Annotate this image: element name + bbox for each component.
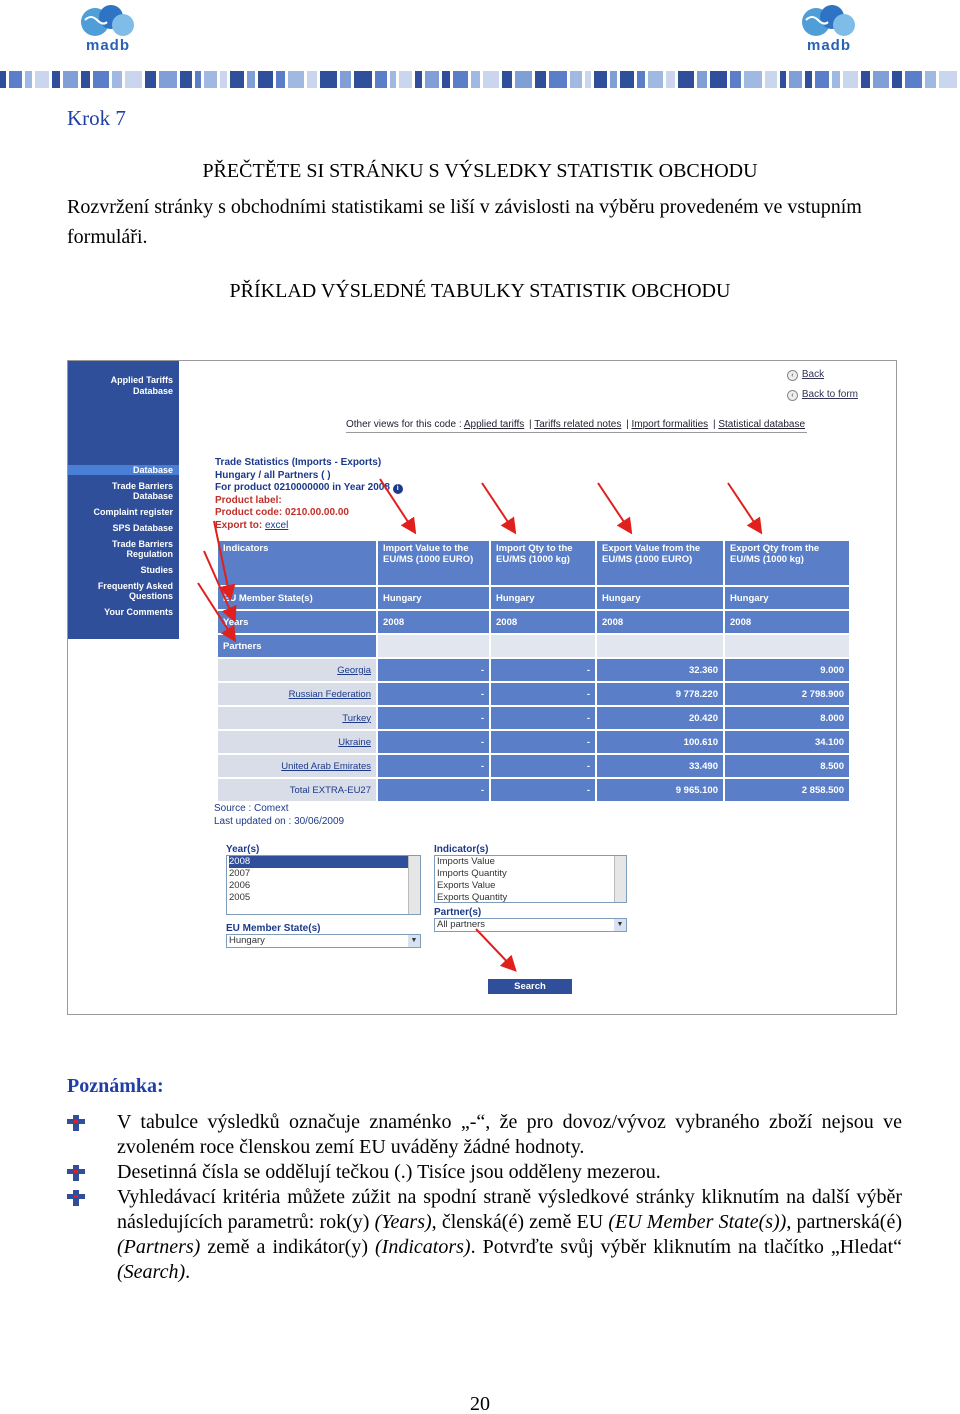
- list-item: Vyhledávací kritéria můžete zúžit na spodní straně výsledkové stránky kliknutím na další výběr následujících parametrů: rok(y) (Years), členská(é) země EU (EU Member State(s)), partnerská(é) (Partners) země a indikátor(y) (Indicators). Potvrďte svůj výběr kliknutím na tlačítko „Hledat“ (Search).: [67, 1185, 902, 1285]
- list-item[interactable]: Imports Quantity: [437, 868, 507, 879]
- arrow-export-value: [598, 483, 630, 531]
- logo-text: madb: [85, 37, 130, 54]
- arrow-import-qty: [482, 483, 514, 531]
- arrow-export-qty: [728, 483, 760, 531]
- search-button[interactable]: Search: [488, 979, 572, 994]
- scrollbar[interactable]: [614, 856, 626, 902]
- sidebar-menu: [68, 465, 179, 623]
- link-applied-tariffs[interactable]: Applied tariffs: [463, 419, 525, 430]
- other-views-bar: Other views for this code : Applied tariffs | Tariffs related notes | Import formalities | Statistical database: [346, 419, 807, 433]
- sidebar-item-database[interactable]: Database: [68, 465, 179, 475]
- note-list: [67, 1110, 902, 1285]
- table-row: Ukraine - - 100.610 34.100: [218, 731, 849, 753]
- partner-link: Georgia: [337, 664, 371, 676]
- list-item: V tabulce výsledků označuje znaménko „-“, že pro dovoz/vývoz vybraného zboží nejsou ve zvoleném roce členskou zemí EU uváděny žádné hodnoty.: [67, 1110, 902, 1160]
- partner-label: Partner(s): [434, 907, 482, 918]
- logo-text: madb: [806, 37, 851, 54]
- table-row: Turkey - - 20.420 8.000: [218, 707, 849, 729]
- sidebar: [68, 361, 179, 639]
- globe-icon: [796, 4, 862, 40]
- filter-form-right: [434, 844, 627, 932]
- trade-stats-info: Trade Statistics (Imports - Exports) Hungary / all Partners ( ) For product 0210000000 in Year 2008 i Product label: Product code: 0210.00.00.00 Export to: excel: [215, 457, 403, 533]
- chevron-down-icon[interactable]: ▼: [614, 919, 626, 931]
- link-statistical-db[interactable]: Statistical database: [718, 419, 806, 430]
- note-heading: Poznámka:: [67, 1075, 164, 1097]
- partner-link: Turkey: [342, 712, 371, 724]
- source-info: Source : Comext Last updated on : 30/06/2009: [214, 803, 345, 827]
- example-heading: PŘÍKLAD VÝSLEDNÉ TABULKY STATISTIK OBCHODU: [229, 280, 731, 302]
- sidebar-item-studies[interactable]: Studies: [140, 565, 173, 575]
- info-icon[interactable]: i: [393, 484, 403, 494]
- back-icon: ‹: [787, 370, 798, 381]
- member-state-select[interactable]: Hungary ▼: [226, 934, 421, 948]
- table-row: Total EXTRA-EU27 - - 9 965.100 2 858.500: [218, 779, 849, 801]
- scrollbar[interactable]: [408, 856, 420, 914]
- partner-link: Russian Federation: [288, 688, 371, 700]
- page-number: 20: [470, 1393, 490, 1414]
- partners-label: Partners: [218, 635, 376, 657]
- partner-link: Ukraine: [338, 736, 371, 748]
- list-item[interactable]: 2007: [229, 868, 251, 879]
- column-header: Export Qty from the EU/MS (1000 kg): [725, 541, 849, 585]
- list-item[interactable]: Imports Value: [437, 856, 495, 867]
- list-item[interactable]: 2008: [229, 856, 420, 868]
- madb-logo-left: [75, 4, 141, 54]
- total-label: Total EXTRA-EU27: [218, 779, 376, 801]
- results-page-screenshot: [67, 360, 897, 1015]
- madb-logo-right: [796, 4, 862, 54]
- bullet-icon: [67, 1165, 85, 1181]
- member-state-label: EU Member State(s): [218, 587, 376, 609]
- sidebar-item-complaint[interactable]: Complaint register: [93, 507, 173, 517]
- link-import-formalities[interactable]: Import formalities: [631, 419, 709, 430]
- link-tariff-notes[interactable]: Tariffs related notes: [534, 419, 622, 430]
- intro-paragraph: Rozvržení stránky s obchodními statistikami se liší v závislosti na výběru provedeném ve vstupním formuláři.: [67, 196, 862, 248]
- results-table: Indicators Import Value to the EU/MS (1000 EURO) Import Qty to the EU/MS (1000 kg) Export Value from the EU/MS (1000 EURO) Export Qty from the EU/MS (1000 kg) EU Member State(s) Hungary Hungary Hungary Hungary Years 2008 2008 2008 2008 Partners Georgia - - 32.360 9.000 Russian Federation - - 9 778.220 2 798.900 Turkey - - 20.420 8.000 Ukraine - - 100.610 34.100 United Arab Emirates - - 33.490 8.500 Total EXTRA-EU27 - - 9 965.100 2 858.500: [216, 539, 851, 803]
- year-listbox[interactable]: [226, 855, 421, 915]
- back-icon: ‹: [787, 390, 798, 401]
- decorative-color-bar: [0, 71, 960, 88]
- sidebar-item-regulation[interactable]: Trade Barriers Regulation: [111, 539, 173, 559]
- indicator-listbox[interactable]: [434, 855, 627, 903]
- partner-select[interactable]: All partners ▼: [434, 918, 627, 932]
- table-row: Russian Federation - - 9 778.220 2 798.900: [218, 683, 849, 705]
- list-item[interactable]: Exports Quantity: [437, 892, 508, 903]
- arrow-search: [476, 929, 514, 969]
- partner-link: United Arab Emirates: [281, 760, 371, 772]
- column-header: Import Qty to the EU/MS (1000 kg): [491, 541, 595, 585]
- globe-icon: [75, 4, 141, 40]
- bullet-icon: [67, 1115, 85, 1131]
- column-header: Export Value from the EU/MS (1000 EURO): [597, 541, 723, 585]
- sidebar-item-trade-barriers[interactable]: Trade Barriers Database: [111, 481, 173, 501]
- list-item[interactable]: Exports Value: [437, 880, 496, 891]
- table-row: United Arab Emirates - - 33.490 8.500: [218, 755, 849, 777]
- indicators-label: Indicators: [218, 541, 376, 585]
- column-header: Import Value to the EU/MS (1000 EURO): [378, 541, 489, 585]
- chevron-down-icon[interactable]: ▼: [408, 935, 420, 947]
- indicator-label: Indicator(s): [434, 844, 489, 855]
- top-links: [787, 365, 858, 405]
- member-state-label: EU Member State(s): [226, 923, 321, 934]
- list-item[interactable]: 2005: [229, 892, 251, 903]
- sidebar-item-comments[interactable]: Your Comments: [104, 607, 173, 617]
- sidebar-title: Applied Tariffs Database: [110, 375, 173, 396]
- list-item: Desetinná čísla se oddělují tečkou (.) Tisíce jsou odděleny mezerou.: [67, 1160, 902, 1185]
- sidebar-item-faq[interactable]: Frequently Asked Questions: [97, 581, 173, 601]
- step-label: Krok 7: [67, 106, 126, 130]
- year-label: Year(s): [226, 844, 260, 855]
- back-to-form-link[interactable]: ‹ Back to form: [787, 385, 858, 405]
- list-item[interactable]: 2006: [229, 880, 251, 891]
- filter-form-left: [226, 844, 421, 948]
- back-link[interactable]: ‹ Back: [787, 365, 858, 385]
- years-label: Years: [218, 611, 376, 633]
- section-heading: PŘEČTĚTE SI STRÁNKU S VÝSLEDKY STATISTIK OBCHODU: [202, 160, 758, 182]
- bullet-icon: [67, 1190, 85, 1206]
- export-excel-link[interactable]: excel: [265, 519, 289, 531]
- sidebar-item-sps[interactable]: SPS Database: [112, 523, 173, 533]
- table-row: Georgia - - 32.360 9.000: [218, 659, 849, 681]
